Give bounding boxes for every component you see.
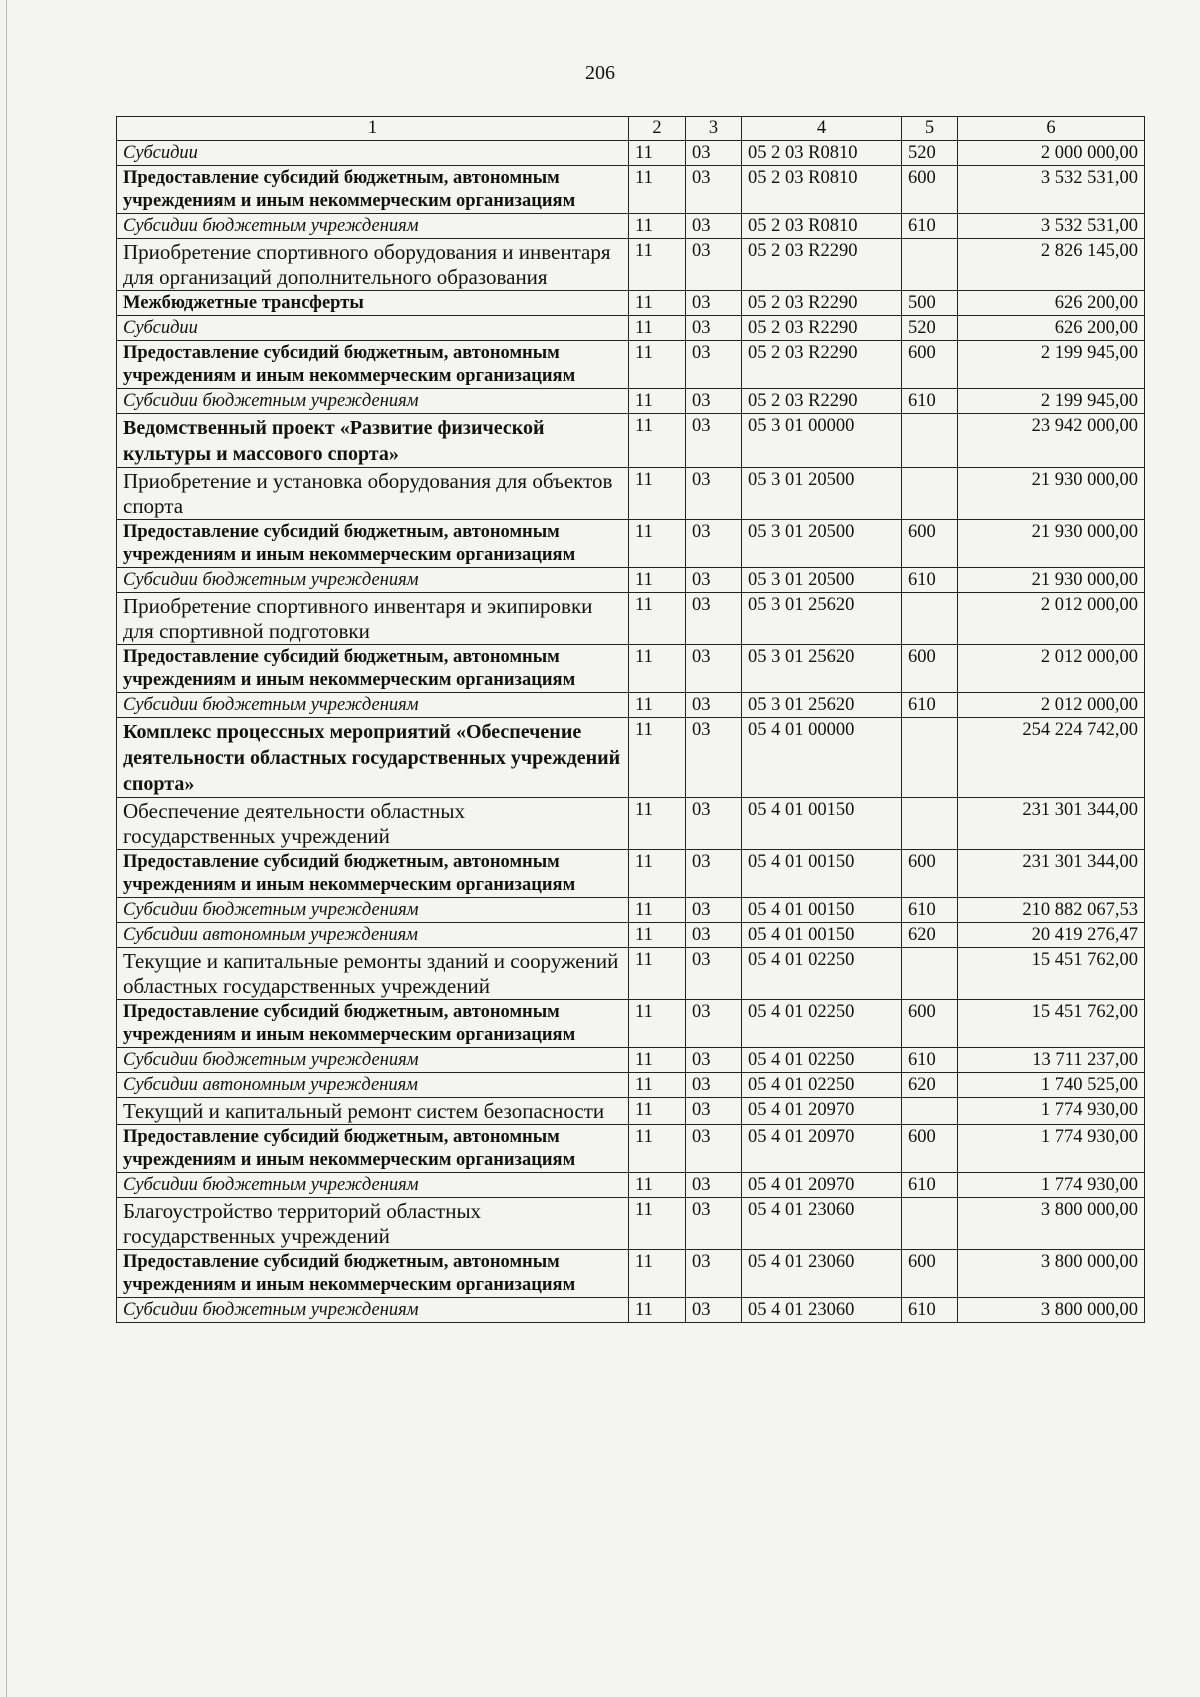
row-amount-cell: 15 451 762,00 xyxy=(958,1000,1145,1048)
header-cell: 2 xyxy=(629,117,686,141)
row-section-cell: 11 xyxy=(629,693,686,718)
row-subsection-cell: 03 xyxy=(686,948,742,1000)
row-target-code-cell: 05 2 03 R0810 xyxy=(742,214,902,239)
row-name-cell: Текущий и капитальный ремонт систем безопасности xyxy=(117,1098,629,1125)
row-name-cell: Межбюджетные трансферты xyxy=(117,291,629,316)
row-subsection-cell: 03 xyxy=(686,414,742,468)
table-row xyxy=(117,520,1145,568)
row-expense-type-cell: 610 xyxy=(902,214,958,239)
row-amount-cell: 1 774 930,00 xyxy=(958,1125,1145,1173)
row-name-cell: Текущие и капитальные ремонты зданий и сооружений областных государственных учреждений xyxy=(117,948,629,1000)
row-target-code-cell: 05 4 01 20970 xyxy=(742,1098,902,1125)
row-expense-type-cell: 620 xyxy=(902,923,958,948)
row-section-cell: 11 xyxy=(629,923,686,948)
row-name-cell: Субсидии бюджетным учреждениям xyxy=(117,389,629,414)
row-section-cell: 11 xyxy=(629,718,686,798)
row-section-cell: 11 xyxy=(629,141,686,166)
row-section-cell: 11 xyxy=(629,239,686,291)
row-amount-cell: 1 740 525,00 xyxy=(958,1073,1145,1098)
scan-edge-line xyxy=(6,0,7,1697)
header-row xyxy=(117,117,1145,141)
row-expense-type-cell: 610 xyxy=(902,693,958,718)
row-name-cell: Субсидии бюджетным учреждениям xyxy=(117,1173,629,1198)
row-amount-cell: 231 301 344,00 xyxy=(958,850,1145,898)
table-row xyxy=(117,1173,1145,1198)
table-row xyxy=(117,718,1145,798)
row-section-cell: 11 xyxy=(629,1298,686,1323)
row-section-cell: 11 xyxy=(629,948,686,1000)
row-subsection-cell: 03 xyxy=(686,141,742,166)
row-target-code-cell: 05 4 01 00150 xyxy=(742,898,902,923)
row-subsection-cell: 03 xyxy=(686,468,742,520)
row-expense-type-cell: 610 xyxy=(902,1298,958,1323)
row-target-code-cell: 05 4 01 00150 xyxy=(742,850,902,898)
row-section-cell: 11 xyxy=(629,593,686,645)
row-amount-cell: 254 224 742,00 xyxy=(958,718,1145,798)
row-name-cell: Предоставление субсидий бюджетным, автономным учреждениям и иным некоммерческим организациям xyxy=(117,1000,629,1048)
table-row xyxy=(117,291,1145,316)
row-expense-type-cell: 600 xyxy=(902,1125,958,1173)
row-amount-cell: 21 930 000,00 xyxy=(958,568,1145,593)
row-subsection-cell: 03 xyxy=(686,520,742,568)
row-subsection-cell: 03 xyxy=(686,1125,742,1173)
row-section-cell: 11 xyxy=(629,520,686,568)
row-amount-cell: 21 930 000,00 xyxy=(958,468,1145,520)
row-target-code-cell: 05 3 01 25620 xyxy=(742,645,902,693)
row-subsection-cell: 03 xyxy=(686,568,742,593)
row-name-cell: Предоставление субсидий бюджетным, автономным учреждениям и иным некоммерческим организациям xyxy=(117,341,629,389)
row-expense-type-cell: 610 xyxy=(902,1173,958,1198)
row-subsection-cell: 03 xyxy=(686,1098,742,1125)
row-target-code-cell: 05 4 01 02250 xyxy=(742,948,902,1000)
row-subsection-cell: 03 xyxy=(686,1073,742,1098)
table-row xyxy=(117,593,1145,645)
row-target-code-cell: 05 4 01 23060 xyxy=(742,1250,902,1298)
row-expense-type-cell xyxy=(902,798,958,850)
row-name-cell: Предоставление субсидий бюджетным, автономным учреждениям и иным некоммерческим организациям xyxy=(117,520,629,568)
budget-table xyxy=(116,116,1145,1323)
row-target-code-cell: 05 2 03 R2290 xyxy=(742,239,902,291)
row-name-cell: Комплекс процессных мероприятий «Обеспечение деятельности областных государственных учреждений спорта» xyxy=(117,718,629,798)
row-subsection-cell: 03 xyxy=(686,850,742,898)
row-section-cell: 11 xyxy=(629,389,686,414)
table-row xyxy=(117,141,1145,166)
row-subsection-cell: 03 xyxy=(686,1298,742,1323)
row-expense-type-cell xyxy=(902,1098,958,1125)
row-name-cell: Предоставление субсидий бюджетным, автономным учреждениям и иным некоммерческим организациям xyxy=(117,1125,629,1173)
row-amount-cell: 2 199 945,00 xyxy=(958,389,1145,414)
table-row xyxy=(117,468,1145,520)
row-target-code-cell: 05 3 01 20500 xyxy=(742,468,902,520)
row-expense-type-cell: 600 xyxy=(902,850,958,898)
row-subsection-cell: 03 xyxy=(686,291,742,316)
row-amount-cell: 3 800 000,00 xyxy=(958,1250,1145,1298)
header-cell: 3 xyxy=(686,117,742,141)
table-row xyxy=(117,1098,1145,1125)
row-subsection-cell: 03 xyxy=(686,593,742,645)
row-expense-type-cell: 600 xyxy=(902,341,958,389)
row-target-code-cell: 05 3 01 25620 xyxy=(742,593,902,645)
table-row xyxy=(117,850,1145,898)
table-row xyxy=(117,1000,1145,1048)
row-section-cell: 11 xyxy=(629,1073,686,1098)
row-section-cell: 11 xyxy=(629,414,686,468)
row-expense-type-cell: 600 xyxy=(902,1000,958,1048)
row-name-cell: Субсидии бюджетным учреждениям xyxy=(117,898,629,923)
table-row xyxy=(117,316,1145,341)
row-section-cell: 11 xyxy=(629,898,686,923)
row-name-cell: Приобретение спортивного оборудования и инвентаря для организаций дополнительного образования xyxy=(117,239,629,291)
table-row xyxy=(117,693,1145,718)
row-subsection-cell: 03 xyxy=(686,1048,742,1073)
row-expense-type-cell: 610 xyxy=(902,389,958,414)
row-target-code-cell: 05 3 01 20500 xyxy=(742,520,902,568)
row-subsection-cell: 03 xyxy=(686,1198,742,1250)
row-amount-cell: 2 012 000,00 xyxy=(958,593,1145,645)
row-name-cell: Субсидии бюджетным учреждениям xyxy=(117,1298,629,1323)
row-amount-cell: 20 419 276,47 xyxy=(958,923,1145,948)
row-section-cell: 11 xyxy=(629,1048,686,1073)
row-subsection-cell: 03 xyxy=(686,1173,742,1198)
table-row xyxy=(117,239,1145,291)
row-amount-cell: 23 942 000,00 xyxy=(958,414,1145,468)
table-row xyxy=(117,1250,1145,1298)
row-target-code-cell: 05 4 01 02250 xyxy=(742,1048,902,1073)
row-name-cell: Благоустройство территорий областных государственных учреждений xyxy=(117,1198,629,1250)
page-number: 206 xyxy=(585,62,615,84)
table-row xyxy=(117,948,1145,1000)
row-expense-type-cell xyxy=(902,414,958,468)
row-subsection-cell: 03 xyxy=(686,214,742,239)
row-section-cell: 11 xyxy=(629,1250,686,1298)
row-subsection-cell: 03 xyxy=(686,1250,742,1298)
row-amount-cell: 2 826 145,00 xyxy=(958,239,1145,291)
row-target-code-cell: 05 2 03 R2290 xyxy=(742,291,902,316)
row-amount-cell: 626 200,00 xyxy=(958,316,1145,341)
row-section-cell: 11 xyxy=(629,1098,686,1125)
row-section-cell: 11 xyxy=(629,316,686,341)
row-subsection-cell: 03 xyxy=(686,389,742,414)
row-subsection-cell: 03 xyxy=(686,898,742,923)
row-section-cell: 11 xyxy=(629,850,686,898)
row-target-code-cell: 05 2 03 R2290 xyxy=(742,316,902,341)
header-cell: 1 xyxy=(117,117,629,141)
row-target-code-cell: 05 4 01 00150 xyxy=(742,798,902,850)
row-amount-cell: 1 774 930,00 xyxy=(958,1098,1145,1125)
row-section-cell: 11 xyxy=(629,214,686,239)
row-expense-type-cell xyxy=(902,718,958,798)
table-row xyxy=(117,1198,1145,1250)
row-section-cell: 11 xyxy=(629,166,686,214)
row-target-code-cell: 05 4 01 02250 xyxy=(742,1073,902,1098)
row-amount-cell: 1 774 930,00 xyxy=(958,1173,1145,1198)
row-amount-cell: 3 800 000,00 xyxy=(958,1198,1145,1250)
row-expense-type-cell: 600 xyxy=(902,645,958,693)
row-name-cell: Субсидии xyxy=(117,316,629,341)
row-target-code-cell: 05 2 03 R2290 xyxy=(742,341,902,389)
row-subsection-cell: 03 xyxy=(686,341,742,389)
row-subsection-cell: 03 xyxy=(686,923,742,948)
row-amount-cell: 626 200,00 xyxy=(958,291,1145,316)
row-target-code-cell: 05 4 01 00000 xyxy=(742,718,902,798)
row-subsection-cell: 03 xyxy=(686,166,742,214)
row-expense-type-cell xyxy=(902,468,958,520)
row-amount-cell: 2 012 000,00 xyxy=(958,645,1145,693)
row-name-cell: Субсидии бюджетным учреждениям xyxy=(117,693,629,718)
row-section-cell: 11 xyxy=(629,341,686,389)
header-cell: 6 xyxy=(958,117,1145,141)
row-name-cell: Предоставление субсидий бюджетным, автономным учреждениям и иным некоммерческим организациям xyxy=(117,645,629,693)
row-name-cell: Ведомственный проект «Развитие физической культуры и массового спорта» xyxy=(117,414,629,468)
table-row xyxy=(117,898,1145,923)
row-amount-cell: 3 532 531,00 xyxy=(958,214,1145,239)
row-name-cell: Предоставление субсидий бюджетным, автономным учреждениям и иным некоммерческим организациям xyxy=(117,166,629,214)
table-row xyxy=(117,1048,1145,1073)
header-cell: 5 xyxy=(902,117,958,141)
row-expense-type-cell: 520 xyxy=(902,316,958,341)
row-expense-type-cell: 610 xyxy=(902,568,958,593)
row-section-cell: 11 xyxy=(629,468,686,520)
row-name-cell: Субсидии автономным учреждениям xyxy=(117,1073,629,1098)
row-subsection-cell: 03 xyxy=(686,316,742,341)
row-name-cell: Обеспечение деятельности областных государственных учреждений xyxy=(117,798,629,850)
row-section-cell: 11 xyxy=(629,798,686,850)
row-amount-cell: 231 301 344,00 xyxy=(958,798,1145,850)
row-target-code-cell: 05 3 01 25620 xyxy=(742,693,902,718)
row-section-cell: 11 xyxy=(629,1125,686,1173)
row-subsection-cell: 03 xyxy=(686,693,742,718)
row-target-code-cell: 05 2 03 R0810 xyxy=(742,166,902,214)
table-row xyxy=(117,214,1145,239)
row-target-code-cell: 05 4 01 20970 xyxy=(742,1173,902,1198)
row-expense-type-cell xyxy=(902,239,958,291)
row-expense-type-cell: 500 xyxy=(902,291,958,316)
row-amount-cell: 13 711 237,00 xyxy=(958,1048,1145,1073)
row-target-code-cell: 05 4 01 20970 xyxy=(742,1125,902,1173)
row-subsection-cell: 03 xyxy=(686,798,742,850)
table-row xyxy=(117,798,1145,850)
row-expense-type-cell: 620 xyxy=(902,1073,958,1098)
row-name-cell: Субсидии бюджетным учреждениям xyxy=(117,568,629,593)
table-row xyxy=(117,1073,1145,1098)
row-expense-type-cell xyxy=(902,593,958,645)
row-expense-type-cell: 520 xyxy=(902,141,958,166)
table-row xyxy=(117,1125,1145,1173)
row-name-cell: Приобретение спортивного инвентаря и экипировки для спортивной подготовки xyxy=(117,593,629,645)
row-section-cell: 11 xyxy=(629,1198,686,1250)
row-expense-type-cell: 610 xyxy=(902,1048,958,1073)
row-amount-cell: 15 451 762,00 xyxy=(958,948,1145,1000)
row-amount-cell: 3 800 000,00 xyxy=(958,1298,1145,1323)
table-row xyxy=(117,568,1145,593)
row-amount-cell: 21 930 000,00 xyxy=(958,520,1145,568)
row-section-cell: 11 xyxy=(629,1173,686,1198)
table-row xyxy=(117,923,1145,948)
row-amount-cell: 2 012 000,00 xyxy=(958,693,1145,718)
table-body xyxy=(117,141,1145,1323)
row-subsection-cell: 03 xyxy=(686,239,742,291)
row-section-cell: 11 xyxy=(629,568,686,593)
row-target-code-cell: 05 2 03 R2290 xyxy=(742,389,902,414)
row-expense-type-cell: 600 xyxy=(902,1250,958,1298)
row-expense-type-cell: 610 xyxy=(902,898,958,923)
table-row xyxy=(117,389,1145,414)
row-section-cell: 11 xyxy=(629,291,686,316)
row-name-cell: Субсидии автономным учреждениям xyxy=(117,923,629,948)
row-target-code-cell: 05 4 01 23060 xyxy=(742,1198,902,1250)
row-expense-type-cell xyxy=(902,1198,958,1250)
row-subsection-cell: 03 xyxy=(686,718,742,798)
row-amount-cell: 2 000 000,00 xyxy=(958,141,1145,166)
table-row xyxy=(117,341,1145,389)
row-target-code-cell: 05 4 01 00150 xyxy=(742,923,902,948)
row-amount-cell: 2 199 945,00 xyxy=(958,341,1145,389)
row-amount-cell: 210 882 067,53 xyxy=(958,898,1145,923)
row-expense-type-cell: 600 xyxy=(902,166,958,214)
row-section-cell: 11 xyxy=(629,645,686,693)
row-amount-cell: 3 532 531,00 xyxy=(958,166,1145,214)
row-name-cell: Субсидии xyxy=(117,141,629,166)
row-target-code-cell: 05 3 01 00000 xyxy=(742,414,902,468)
row-name-cell: Приобретение и установка оборудования для объектов спорта xyxy=(117,468,629,520)
table-row xyxy=(117,166,1145,214)
row-subsection-cell: 03 xyxy=(686,1000,742,1048)
table-row xyxy=(117,1298,1145,1323)
table-row xyxy=(117,645,1145,693)
row-name-cell: Предоставление субсидий бюджетным, автономным учреждениям и иным некоммерческим организациям xyxy=(117,850,629,898)
row-target-code-cell: 05 3 01 20500 xyxy=(742,568,902,593)
header-cell: 4 xyxy=(742,117,902,141)
row-target-code-cell: 05 4 01 02250 xyxy=(742,1000,902,1048)
row-name-cell: Субсидии бюджетным учреждениям xyxy=(117,214,629,239)
row-expense-type-cell xyxy=(902,948,958,1000)
row-subsection-cell: 03 xyxy=(686,645,742,693)
row-target-code-cell: 05 2 03 R0810 xyxy=(742,141,902,166)
row-target-code-cell: 05 4 01 23060 xyxy=(742,1298,902,1323)
row-name-cell: Субсидии бюджетным учреждениям xyxy=(117,1048,629,1073)
row-name-cell: Предоставление субсидий бюджетным, автономным учреждениям и иным некоммерческим организациям xyxy=(117,1250,629,1298)
row-expense-type-cell: 600 xyxy=(902,520,958,568)
table-row xyxy=(117,414,1145,468)
row-section-cell: 11 xyxy=(629,1000,686,1048)
